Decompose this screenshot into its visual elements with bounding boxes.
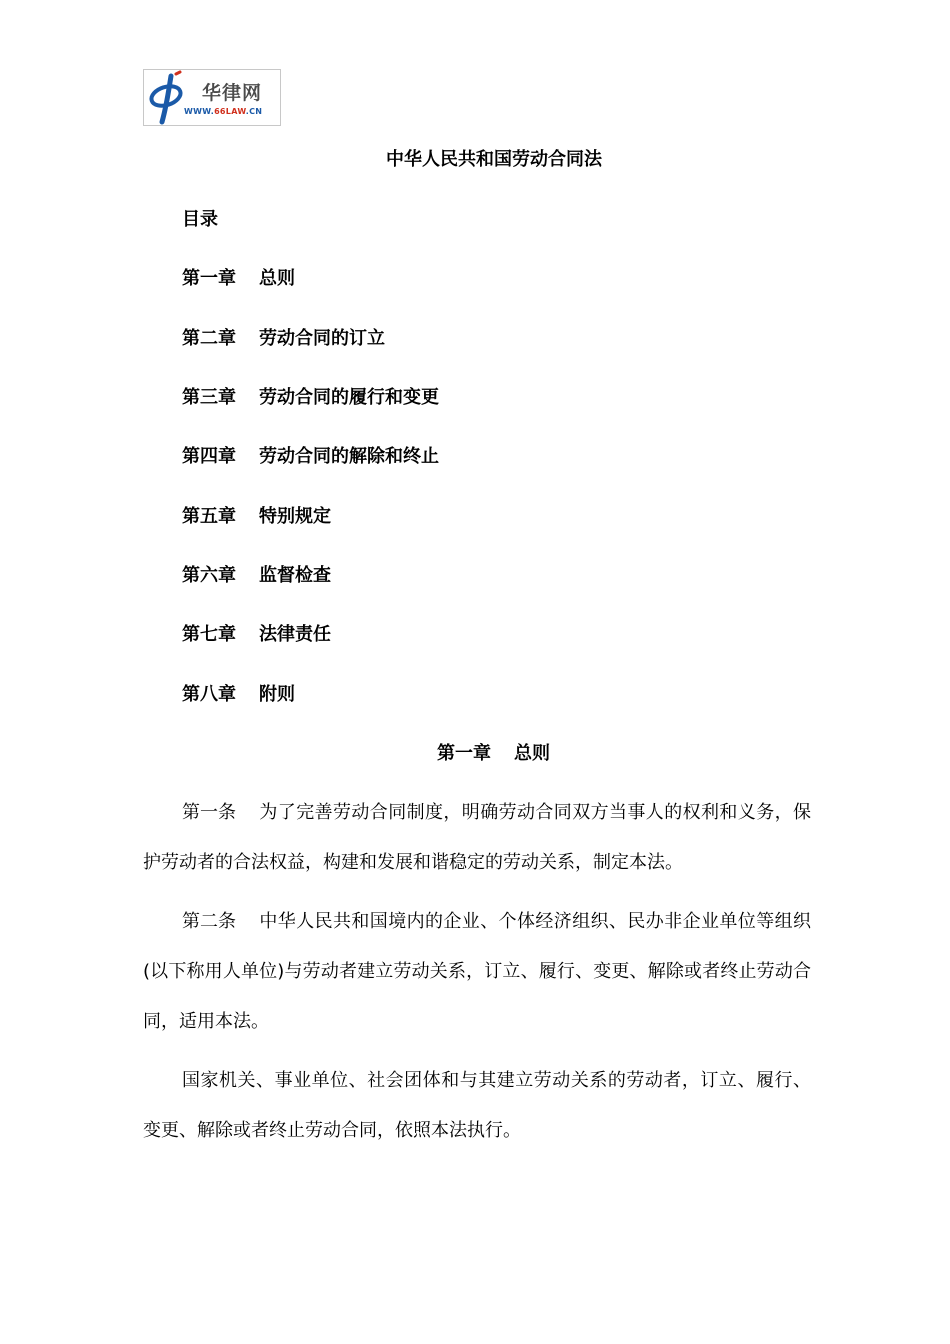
toc-chapter-name: 法律责任	[259, 624, 331, 645]
toc-chapter-number: 第三章	[182, 387, 236, 408]
toc-chapter-number: 第五章	[182, 506, 236, 527]
toc-item-1	[182, 267, 295, 291]
toc-chapter-name: 劳动合同的履行和变更	[259, 387, 439, 408]
toc-chapter-number: 第七章	[182, 624, 236, 645]
article-label: 第二条	[182, 911, 236, 932]
toc-heading: 目录	[182, 209, 218, 230]
article-text: 为了完善劳动合同制度，明确劳动合同双方当事人的权利和义务，保护劳动者的合法权益，构建和发展和谐稳定的劳动关系，制定本法。	[143, 802, 811, 873]
chapter-heading: 第一章 总则	[437, 743, 550, 764]
site-logo	[143, 69, 281, 126]
toc-item-5	[182, 505, 331, 529]
article-1	[143, 788, 811, 888]
logo-name: 华律网	[202, 82, 263, 104]
toc-item-4	[182, 445, 439, 469]
toc-chapter-name: 总则	[259, 268, 295, 289]
phi-logo-icon	[144, 70, 204, 127]
toc-item-8	[182, 683, 295, 707]
toc-item-6	[182, 564, 331, 588]
article-2	[143, 897, 811, 1047]
article-2-paragraph-2: 国家机关、事业单位、社会团体和与其建立劳动关系的劳动者，订立、履行、变更、解除或者终止劳动合同，依照本法执行。	[143, 1070, 811, 1141]
document-title: 中华人民共和国劳动合同法	[386, 149, 602, 170]
article-label: 第一条	[182, 802, 236, 823]
toc-chapter-name: 特别规定	[259, 506, 331, 527]
logo-url: WWW.66LAW.CN	[184, 107, 263, 116]
toc-chapter-name: 劳动合同的解除和终止	[259, 446, 439, 467]
toc-chapter-number: 第四章	[182, 446, 236, 467]
toc-chapter-number: 第八章	[182, 684, 236, 705]
toc-item-3	[182, 386, 439, 410]
toc-item-7	[182, 623, 331, 647]
article-text: 中华人民共和国境内的企业、个体经济组织、民办非企业单位等组织(以下称用人单位)与劳动者建立劳动关系，订立、履行、变更、解除或者终止劳动合同，适用本法。	[143, 911, 811, 1032]
toc-chapter-number: 第一章	[182, 268, 236, 289]
toc-chapter-number: 第六章	[182, 565, 236, 586]
toc-item-2	[182, 327, 385, 351]
toc-chapter-name: 附则	[259, 684, 295, 705]
toc-chapter-number: 第二章	[182, 328, 236, 349]
toc-chapter-name: 劳动合同的订立	[259, 328, 385, 349]
toc-chapter-name: 监督检查	[259, 565, 331, 586]
